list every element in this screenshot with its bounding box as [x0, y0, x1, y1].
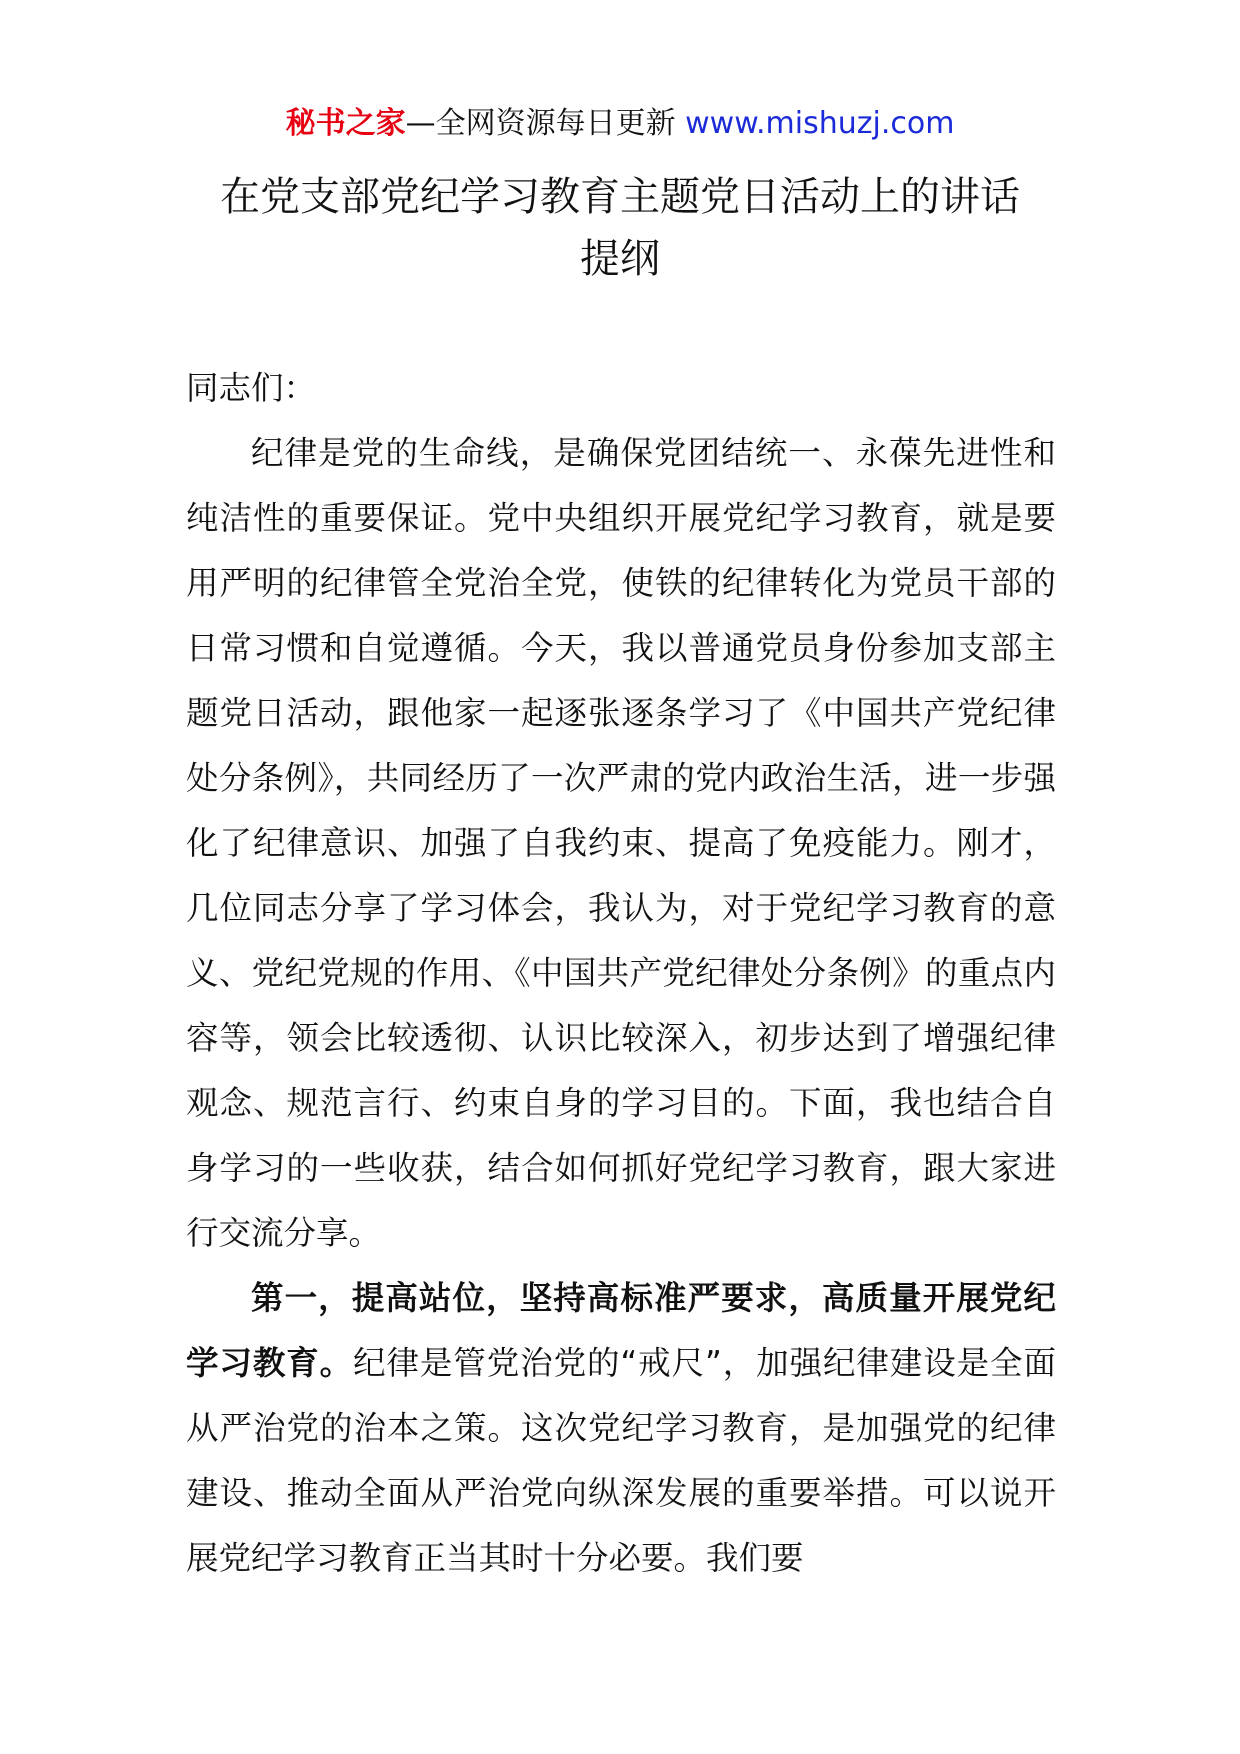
paragraph-2-text: 纪律是管党治党的“戒尺”，加强纪律建设是全面从严治党的治本之策。这次党纪学习教育，是加强党的纪律建设、推动全面从严治党向纵深发展的重要举措。可以说开展党纪学习教育正当其时十分必要。我们要: [186, 1344, 1056, 1577]
document-body: [186, 356, 1056, 1591]
paragraph-1: 纪律是党的生命线，是确保党团结统一、永葆先进性和纯洁性的重要保证。党中央组织开展党纪学习教育，就是要用严明的纪律管全党治全党，使铁的纪律转化为党员干部的日常习惯和自觉遵循。今天，我以普通党员身份参加支部主题党日活动，跟他家一起逐张逐条学习了《中国共产党纪律处分条例》，共同经历了一次严肃的党内政治生活，进一步强化了纪律意识、加强了自我约束、提高了免疫能力。刚才，几位同志分享了学习体会，我认为，对于党纪学习教育的意义、党纪党规的作用、《中国共产党纪律处分条例》的重点内容等，领会比较透彻、认识比较深入，初步达到了增强纪律观念、规范言行、约束自身的学习目的。下面，我也结合自身学习的一些收获，结合如何抓好党纪学习教育，跟大家进行交流分享。: [186, 434, 1056, 1252]
document-title: [150, 166, 1090, 290]
header-banner: [0, 104, 1240, 144]
greeting: 同志们：: [186, 369, 317, 407]
title-line-1: 在党支部党纪学习教育主题党日活动上的讲话: [220, 174, 1020, 220]
banner-tagline: —全网资源每日更新: [405, 106, 686, 141]
paragraph-2-lead: 第一，提高站位，坚持高标准严要求，高质量开展党纪学习教育。: [186, 1279, 1056, 1382]
paragraph-2: [186, 1266, 1056, 1591]
brand-name: 秘书之家: [285, 106, 406, 141]
website-link[interactable]: www.mishuzj.com: [685, 106, 955, 141]
title-line-2: 提纲: [580, 236, 660, 282]
